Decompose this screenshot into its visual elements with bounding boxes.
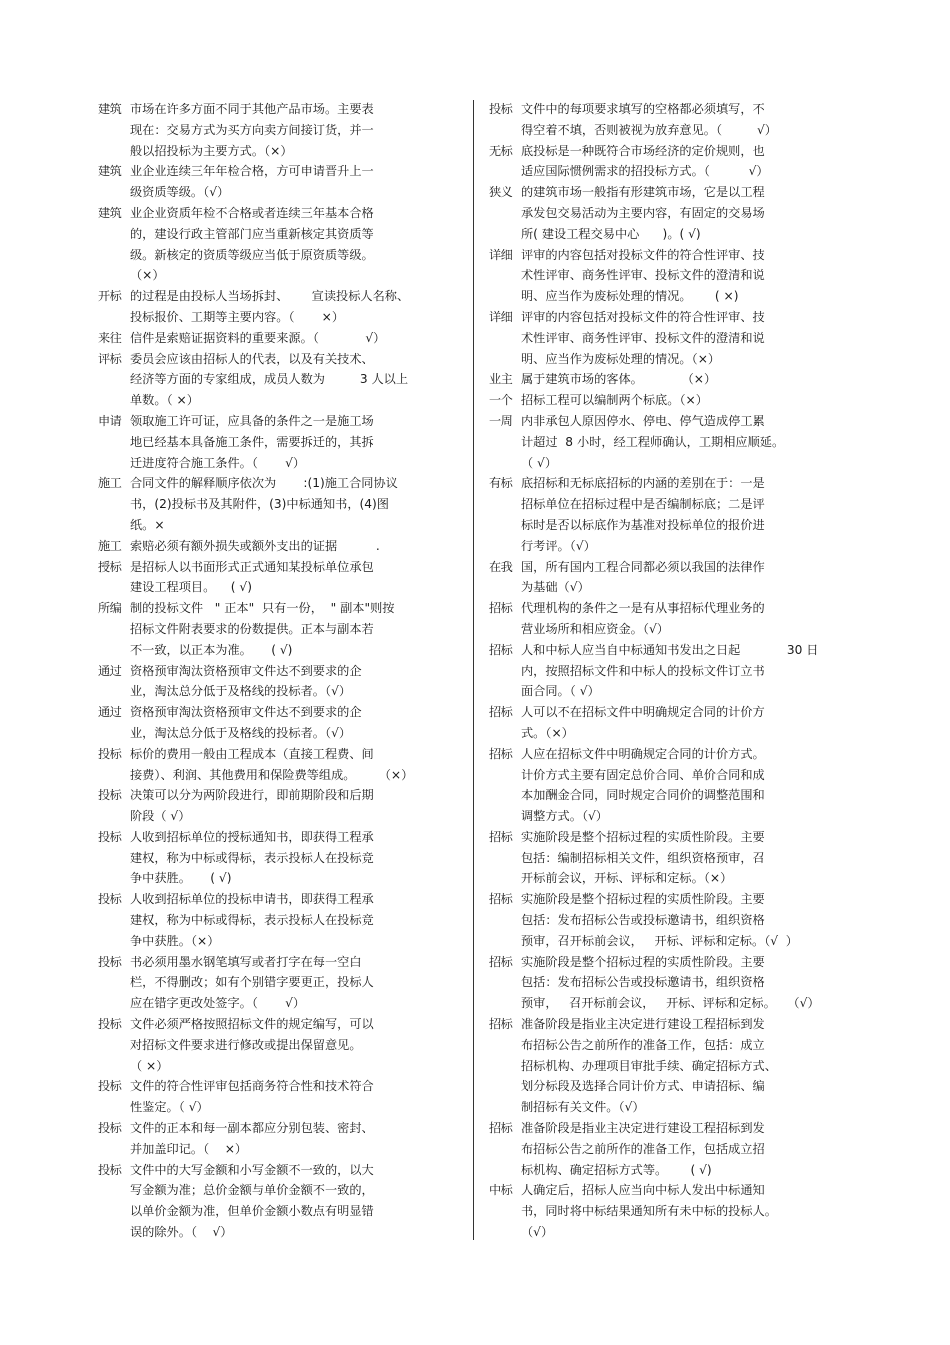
entry [98, 1160, 458, 1243]
entry-body [130, 557, 458, 599]
entry-lead: 通过 [98, 705, 122, 720]
entry-lead: 无标 [489, 143, 513, 158]
entry-line: 人收到招标单位的授标通知书，即获得工程承 [130, 829, 374, 844]
entry-line: 合同文件的解释顺序依次为 :(1)施工合同协议 [130, 476, 398, 491]
entry-body [521, 889, 849, 951]
entry [489, 952, 849, 1014]
entry-body [130, 1160, 458, 1243]
entry-line: 地已经基本具备施工条件，需要拆迁的，其拆 [130, 434, 374, 449]
entry-line: 底招标和无标底招标的内涵的差别在于：一是 [521, 476, 765, 491]
entry-line: 的，建设行政主管部门应当重新核定其资质等 [130, 226, 374, 241]
entry-line: 代理机构的条件之一是有从事招标代理业务的 [521, 601, 765, 616]
entry-line: 人收到招标单位的投标申请书，即获得工程承 [130, 892, 374, 907]
entry-line: 内，按照招标文件和中标人的投标文件订立书 [521, 663, 765, 678]
entry-line: 不一致，以正本为准。 ( √) [130, 642, 293, 657]
entry-body [130, 203, 458, 286]
entry-line: 争中获胜。（×） [130, 933, 220, 948]
entry-line: 对招标文件要求进行修改或提出保留意见。 [130, 1037, 362, 1052]
entry-line: 书必须用墨水钢笔填写或者打字在每一空白 [130, 954, 362, 969]
entry-line: 误的除外。（ √） [130, 1225, 233, 1240]
entry-body [521, 245, 849, 307]
entry-line: 经济等方面的专家组成，成员人数为 3 人以上 [130, 372, 409, 387]
entry-line: 国，所有国内工程合同都必须以我国的法律作 [521, 559, 765, 574]
entry-line: 业，淘汰总分低于及格线的投标者。（√） [130, 725, 352, 740]
entry-lead: 招标 [489, 1017, 513, 1032]
entry-lead: 招标 [489, 954, 513, 969]
entry-body [130, 328, 458, 349]
entry [489, 99, 849, 141]
entry-line: 资格预审淘汰资格预审文件达不到要求的企 [130, 663, 362, 678]
entry [489, 411, 849, 473]
entry-line: 面合同。（ √） [521, 684, 600, 699]
entry-line: 明、应当作为废标处理的情况。（×） [521, 351, 721, 366]
entry-body [521, 744, 849, 827]
entry-line: 招标工程可以编制两个标底。（×） [521, 393, 708, 408]
entry-line: 布招标公告之前所作的准备工作，包括：成立 [521, 1037, 765, 1052]
entry-line: 纸。× [130, 517, 165, 532]
entry-line: （ √） [521, 455, 558, 470]
entry-lead: 建筑 [98, 102, 122, 116]
entry-line: 实施阶段是整个招标过程的实质性阶段。主要 [521, 892, 765, 907]
entry-line: 栏，不得删改；如有个别错字要更正，投标人 [130, 975, 374, 990]
entry [98, 349, 458, 411]
entry-line: 人应在招标文件中明确规定合同的计价方式。 [521, 746, 765, 761]
entry-lead: 建筑 [98, 205, 122, 220]
entry-body [130, 661, 458, 703]
entry-line: 信件是索赔证据资料的重要来源。（ √） [130, 330, 386, 345]
entry-lead: 施工 [98, 538, 122, 553]
entry-line: 实施阶段是整个招标过程的实质性阶段。主要 [521, 954, 765, 969]
entry-lead: 招标 [489, 601, 513, 616]
entry [98, 785, 458, 827]
entry [489, 1118, 849, 1180]
entry-line: 写金额为准；总价金额与单价金额不一致的， [130, 1183, 374, 1198]
entry-body [130, 161, 458, 203]
entry [98, 952, 458, 1014]
entry-line: 决策可以分为两阶段进行，即前期阶段和后期 [130, 788, 374, 803]
entry-lead: 投标 [98, 954, 122, 969]
entry-line: 领取施工许可证，应具备的条件之一是施工场 [130, 413, 374, 428]
entry-lead: 狭义 [489, 185, 513, 200]
entry-body [521, 1180, 849, 1242]
entry-body [130, 744, 458, 786]
entry-line: 准备阶段是指业主决定进行建设工程招标到发 [521, 1121, 765, 1136]
entry-body [130, 99, 458, 161]
entry-body [130, 1118, 458, 1160]
entry [98, 161, 458, 203]
entry-line: 包括：发布招标公告或投标邀请书，组织资格 [521, 913, 765, 928]
entry-lead: 中标 [489, 1183, 513, 1198]
entry-line: 为基础（√） [521, 580, 590, 595]
entry-line: 文件中的大写金额和小写金额不一致的，以大 [130, 1162, 374, 1177]
entry-line: 适应国际惯例需求的招投标方式。（ √） [521, 164, 769, 179]
entry [489, 245, 849, 307]
entry-lead: 招标 [489, 746, 513, 761]
entry-line: 预审，召开标前会议， 开标、评标和定标。（√ ） [521, 933, 798, 948]
entry-line: 本加酬金合同，同时规定合同价的调整范围和 [521, 788, 765, 803]
entry-line: 人可以不在招标文件中明确规定合同的计价方 [521, 705, 765, 720]
entry-line: 标价的费用一般由工程成本（直接工程费、间 [130, 746, 374, 761]
entry-lead: 投标 [98, 746, 122, 761]
entry-lead: 招标 [489, 1121, 513, 1136]
entry [98, 473, 458, 535]
entry-body [130, 702, 458, 744]
entry-line: 文件中的每项要求填写的空格都必须填写，不 [521, 102, 765, 116]
entry-line: 底投标是一种既符合市场经济的定价规则，也 [521, 143, 765, 158]
entry-lead: 建筑 [98, 164, 122, 179]
entry [98, 203, 458, 286]
entry-line: 以单价金额为准，但单价金额小数点有明显错 [130, 1204, 374, 1219]
entry-line: 业企业资质年检不合格或者连续三年基本合格 [130, 205, 374, 220]
entry-lead: 业主 [489, 372, 513, 387]
entry [489, 557, 849, 599]
entry-body [521, 182, 849, 244]
entry-line: 业企业连续三年年检合格，方可申请晋升上一 [130, 164, 374, 179]
entry-lead: 在我 [489, 559, 513, 574]
entry-line: 文件的正本和每一副本都应分别包装、密封、 [130, 1121, 374, 1136]
entry-lead: 有标 [489, 476, 513, 491]
entry-body [521, 390, 849, 411]
entry [489, 390, 849, 411]
entry-body [130, 827, 458, 889]
entry-body [130, 536, 458, 557]
entry-line: 阶段（ √） [130, 809, 191, 824]
entry [98, 557, 458, 599]
entry-line: 人和中标人应当自中标通知书发出之日起 30 日 [521, 642, 819, 657]
entry-line: （ ×） [130, 1058, 169, 1073]
entry-line: 调整方式。（√） [521, 809, 608, 824]
entry-line: 并加盖印记。（ ×） [130, 1141, 248, 1156]
entry-line: 招标单位在招标过程中是否编制标底；二是评 [521, 497, 765, 512]
entry-line: （×） [130, 268, 165, 283]
entry-line: 书，同时将中标结果通知所有未中标的投标人。 [521, 1204, 777, 1219]
entry-line: 内非承包人原因停水、停电、停气造成停工累 [521, 413, 765, 428]
entry-lead: 投标 [489, 102, 513, 116]
entry-line: 所( 建设工程交易中心 )。( √) [521, 226, 701, 241]
entry [98, 286, 458, 328]
entry-body [521, 952, 849, 1014]
entry [489, 640, 849, 702]
entry-line: 现在：交易方式为买方向卖方间接订货，并一 [130, 122, 374, 137]
entry-lead: 一个 [489, 393, 513, 408]
entry-line: 评审的内容包括对投标文件的符合性评审、技 [521, 309, 765, 324]
entry-line: 索赔必须有额外损失或额外支出的证据 . [130, 538, 380, 553]
entry-line: 布招标公告之前所作的准备工作，包括成立招 [521, 1141, 765, 1156]
entry [98, 661, 458, 703]
entry-body [521, 557, 849, 599]
entry-line: 文件的符合性评审包括商务符合性和技术符合 [130, 1079, 374, 1094]
entry-lead: 投标 [98, 1121, 122, 1136]
entry-line: 得空着不填，否则被视为放弃意见。（ √） [521, 122, 777, 137]
entry-lead: 招标 [489, 829, 513, 844]
entry-line: 术性评审、商务性评审、投标文件的澄清和说 [521, 268, 765, 283]
entry [98, 1118, 458, 1160]
entry [489, 141, 849, 183]
entry [98, 702, 458, 744]
entry-line: 建权，称为中标或得标，表示投标人在投标竞 [130, 850, 374, 865]
entry-body [521, 598, 849, 640]
entry-body [521, 411, 849, 473]
entry-line: 招标文件附表要求的份数提供。正本与副本若 [130, 621, 374, 636]
entry [98, 328, 458, 349]
entry-line: 建权，称为中标或得标，表示投标人在投标竞 [130, 913, 374, 928]
entry-body [130, 598, 458, 660]
entry-body [521, 307, 849, 369]
entry-line: 委员会应该由招标人的代表，以及有关技术、 [130, 351, 374, 366]
entry-lead: 投标 [98, 1079, 122, 1094]
entry-lead: 投标 [98, 788, 122, 803]
entry-lead: 施工 [98, 476, 122, 491]
entry-lead: 申请 [98, 413, 122, 428]
entry [98, 1076, 458, 1118]
column-divider [473, 100, 474, 1240]
entry-line: 标机构、确定招标方式等。 ( √) [521, 1162, 712, 1177]
entry [98, 827, 458, 889]
entry-lead: 评标 [98, 351, 122, 366]
entry-line: 式。（×） [521, 725, 574, 740]
entry [489, 182, 849, 244]
left-column [98, 99, 458, 1243]
entry-line: 资格预审淘汰资格预审文件达不到要求的企 [130, 705, 362, 720]
entry-body [130, 785, 458, 827]
entry-line: 制招标有关文件。（√） [521, 1100, 645, 1115]
entry-body [130, 286, 458, 328]
entry-line: 术性评审、商务性评审、投标文件的澄清和说 [521, 330, 765, 345]
entry [98, 889, 458, 951]
entry-line: 标时是否以标底作为基准对投标单位的报价进 [521, 517, 765, 532]
entry [489, 473, 849, 556]
entry-body [130, 1014, 458, 1076]
entry-line: 级。新核定的资质等级应当低于原资质等级。 [130, 247, 374, 262]
entry-body [521, 1014, 849, 1118]
entry-line: 争中获胜。 ( √) [130, 871, 232, 886]
entry-line: 级资质等级。（√） [130, 185, 230, 200]
entry-body [521, 141, 849, 183]
entry [98, 536, 458, 557]
entry-body [521, 369, 849, 390]
entry [489, 744, 849, 827]
entry-line: 书，(2)投标书及其附件，(3)中标通知书，(4)图 [130, 497, 389, 512]
entry-body [521, 640, 849, 702]
entry-line: 计超过 8 小时，经工程师确认，工期相应顺延。 [521, 434, 785, 449]
entry-lead: 招标 [489, 705, 513, 720]
entry-line: 人确定后，招标人应当向中标人发出中标通知 [521, 1183, 765, 1198]
entry-line: 预审， 召开标前会议， 开标、评标和定标。 （√） [521, 996, 820, 1011]
entry-body [521, 99, 849, 141]
entry-lead: 详细 [489, 247, 513, 262]
entry-body [130, 349, 458, 411]
entry-line: 迁进度符合施工条件。（ √） [130, 455, 306, 470]
entry-line: 制的投标文件 " 正本" 只有一份， " 副本"则按 [130, 601, 395, 616]
entry-line: 计价方式主要有固定总价合同、单价合同和成 [521, 767, 765, 782]
entry [489, 1014, 849, 1118]
entry-line: 属于建筑市场的客体。 （×） [521, 372, 717, 387]
entry-lead: 所编 [98, 601, 122, 616]
entry [489, 889, 849, 951]
entry [489, 598, 849, 640]
entry [489, 827, 849, 889]
entry-body [521, 473, 849, 556]
entry-line: 营业场所和相应资金。（√） [521, 621, 669, 636]
entry-line: 建设工程项目。 ( √) [130, 580, 252, 595]
entry [98, 744, 458, 786]
entry-lead: 开标 [98, 289, 122, 304]
entry [489, 1180, 849, 1242]
entry-lead: 详细 [489, 309, 513, 324]
entry-line: 应在错字更改处签字。（ √） [130, 996, 306, 1011]
entry-lead: 投标 [98, 1017, 122, 1032]
entry-lead: 一周 [489, 413, 513, 428]
right-column [489, 99, 849, 1243]
entry [98, 99, 458, 161]
entry-body [130, 1076, 458, 1118]
entry-body [521, 1118, 849, 1180]
entry-lead: 投标 [98, 829, 122, 844]
entry-line: 招标机构、办理项目审批手续、确定招标方式、 [521, 1058, 777, 1073]
entry-line: 投标报价、工期等主要内容。（ ×） [130, 309, 345, 324]
entry [489, 307, 849, 369]
entry-line: 的过程是由投标人当场拆封、 宣读投标人名称、 [130, 289, 410, 304]
entry-body [130, 473, 458, 535]
entry-line: 单数。（ ×） [130, 393, 199, 408]
entry [98, 1014, 458, 1076]
entry-lead: 投标 [98, 892, 122, 907]
entry-lead: 来往 [98, 330, 122, 345]
entry-line: 包括：编制招标相关文件，组织资格预审，召 [521, 850, 765, 865]
entry-line: 准备阶段是指业主决定进行建设工程招标到发 [521, 1017, 765, 1032]
entry-lead: 授标 [98, 559, 122, 574]
entry-line: 评审的内容包括对投标文件的符合性评审、技 [521, 247, 765, 262]
entry-line: 划分标段及选择合同计价方式、申请招标、编 [521, 1079, 765, 1094]
entry-line: 开标前会议，开标、评标和定标。（×） [521, 871, 733, 886]
entry [489, 369, 849, 390]
entry-line: 文件必须严格按照招标文件的规定编写，可以 [130, 1017, 374, 1032]
entry-line: 包括：发布招标公告或投标邀请书，组织资格 [521, 975, 765, 990]
entry-lead: 招标 [489, 892, 513, 907]
entry-lead: 投标 [98, 1162, 122, 1177]
entry-line: 明、应当作为废标处理的情况。 ( ×) [521, 289, 739, 304]
entry-line: 行考评。（√） [521, 538, 596, 553]
entry-line: 性鉴定。（ √） [130, 1100, 209, 1115]
entry-body [130, 889, 458, 951]
entry [98, 411, 458, 473]
entry-body [130, 411, 458, 473]
entry-lead: 通过 [98, 663, 122, 678]
entry-line: 般以招投标为主要方式。（×） [130, 143, 293, 158]
entry-body [521, 702, 849, 744]
entry-line: 业，淘汰总分低于及格线的投标者。（√） [130, 684, 352, 699]
entry-lead: 招标 [489, 642, 513, 657]
entry-line: 的建筑市场一般指有形建筑市场，它是以工程 [521, 185, 765, 200]
entry-body [521, 827, 849, 889]
entry-line: 是招标人以书面形式正式通知某投标单位承包 [130, 559, 374, 574]
entry-line: （√） [521, 1225, 554, 1240]
entry-line: 承发包交易活动为主要内容，有固定的交易场 [521, 205, 765, 220]
entry [489, 702, 849, 744]
entry-body [130, 952, 458, 1014]
entry-line: 市场在许多方面不同于其他产品市场。主要表 [130, 102, 374, 116]
entry-line: 实施阶段是整个招标过程的实质性阶段。主要 [521, 829, 765, 844]
entry-line: 接费）、利润、其他费用和保险费等组成。 （×） [130, 767, 414, 782]
entry [98, 598, 458, 660]
